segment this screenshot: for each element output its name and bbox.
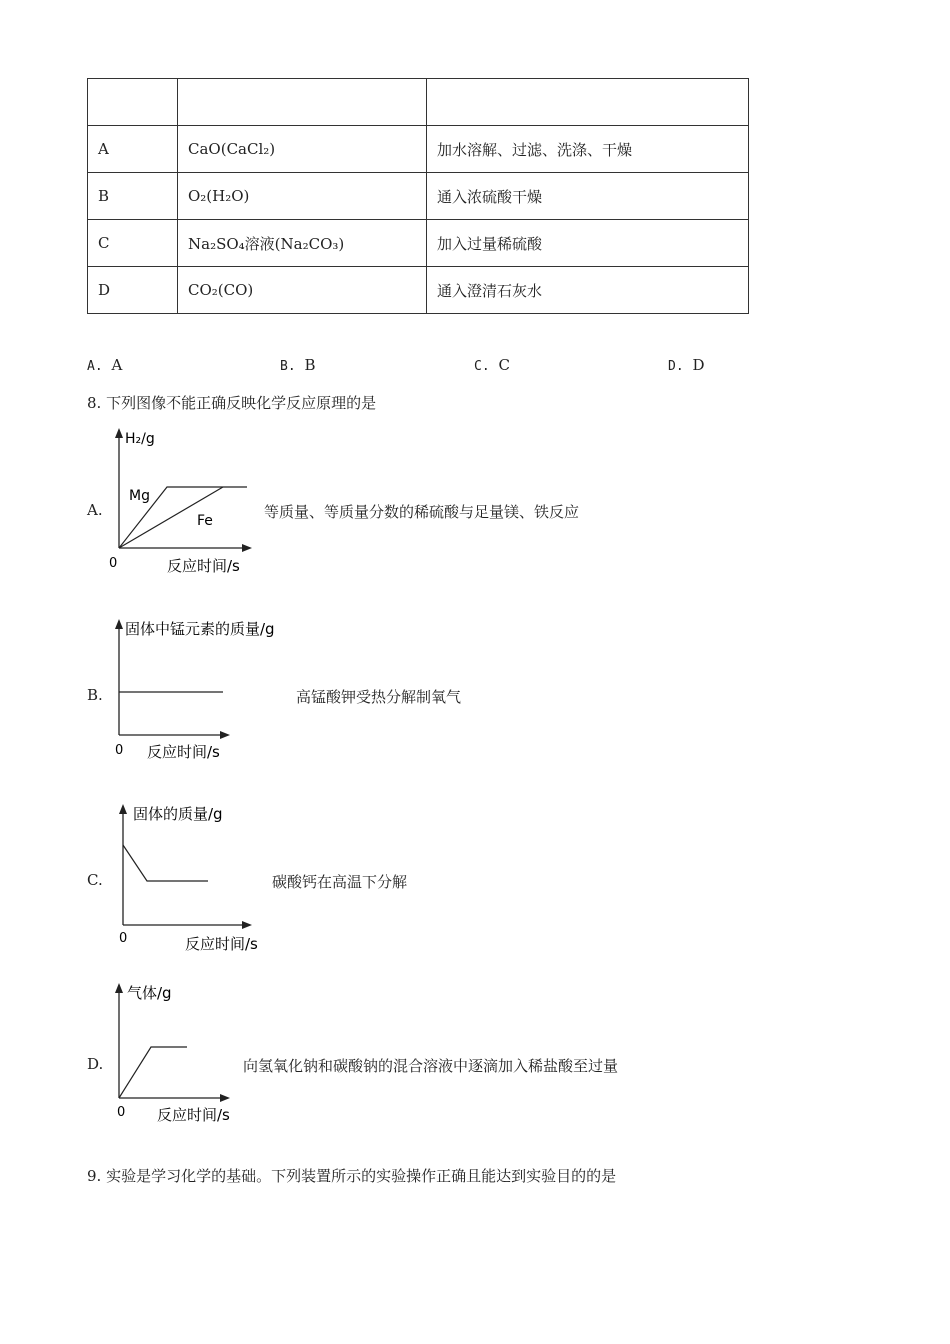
table-row xyxy=(88,126,749,173)
choice-b[interactable] xyxy=(280,356,315,374)
series-line xyxy=(123,845,208,881)
table-header-cell xyxy=(427,79,749,126)
y-axis-label: H₂/g xyxy=(125,431,155,447)
row-substance: Na₂SO₄溶液(Na₂CO₃) xyxy=(178,220,427,267)
row-method: 加入过量稀硫酸 xyxy=(427,220,749,267)
choice-letter: D. xyxy=(668,359,684,374)
x-axis-label: 反应时间/s xyxy=(147,743,220,761)
y-axis-arrow-icon xyxy=(115,619,123,629)
row-method: 通入澄清石灰水 xyxy=(427,267,749,314)
x-axis-arrow-icon xyxy=(242,544,252,552)
series-label-mg: Mg xyxy=(129,488,150,504)
series-label-fe: Fe xyxy=(197,513,213,529)
row-substance: CO₂(CO) xyxy=(178,267,427,314)
option-d-label[interactable]: D. xyxy=(87,1055,104,1073)
row-label: D xyxy=(88,267,178,314)
table-header-cell xyxy=(88,79,178,126)
y-axis-label: 固体中锰元素的质量/g xyxy=(125,620,275,638)
x-axis-label: 反应时间/s xyxy=(167,557,240,575)
row-label: C xyxy=(88,220,178,267)
x-axis-arrow-icon xyxy=(242,921,252,929)
y-axis-arrow-icon xyxy=(119,804,127,814)
choice-text: B xyxy=(304,356,316,374)
graph-a xyxy=(105,425,265,580)
row-method: 加水溶解、过滤、洗涤、干燥 xyxy=(427,126,749,173)
choice-text: A xyxy=(111,356,123,374)
origin-label: 0 xyxy=(109,556,118,571)
choice-a[interactable] xyxy=(87,356,122,374)
x-axis-label: 反应时间/s xyxy=(185,935,258,953)
question-8-stem: 8. 下列图像不能正确反映化学反应原理的是 xyxy=(87,394,377,412)
choice-text: C xyxy=(498,356,510,374)
option-d-description: 向氢氧化钠和碳酸钠的混合溶液中逐滴加入稀盐酸至过量 xyxy=(243,1057,619,1075)
origin-label: 0 xyxy=(117,1105,126,1120)
origin-label: 0 xyxy=(119,931,128,946)
option-a-label[interactable]: A. xyxy=(87,501,103,519)
graph-d xyxy=(105,978,255,1128)
option-c-description: 碳酸钙在高温下分解 xyxy=(272,873,408,891)
graph-b xyxy=(105,612,300,767)
table-header-row xyxy=(88,79,749,126)
y-axis-label: 气体/g xyxy=(127,984,172,1002)
choice-text: D xyxy=(692,356,705,374)
choice-c[interactable] xyxy=(474,356,510,374)
row-substance: O₂(H₂O) xyxy=(178,173,427,220)
choice-letter: B. xyxy=(280,359,296,374)
options-table xyxy=(87,78,749,314)
table-header-cell xyxy=(178,79,427,126)
choice-letter: C. xyxy=(474,359,490,374)
row-method: 通入浓硫酸干燥 xyxy=(427,173,749,220)
x-axis-arrow-icon xyxy=(220,1094,230,1102)
table-row xyxy=(88,220,749,267)
row-label: A xyxy=(88,126,178,173)
table-row xyxy=(88,173,749,220)
y-axis-label: 固体的质量/g xyxy=(133,805,223,823)
choice-letter: A. xyxy=(87,359,103,374)
origin-label: 0 xyxy=(115,743,124,758)
series-line xyxy=(119,1047,187,1098)
option-b-description: 高锰酸钾受热分解制氧气 xyxy=(296,688,462,706)
choice-d[interactable] xyxy=(668,356,704,374)
option-c-label[interactable]: C. xyxy=(87,871,103,889)
x-axis-label: 反应时间/s xyxy=(157,1106,230,1124)
option-a-description: 等质量、等质量分数的稀硫酸与足量镁、铁反应 xyxy=(264,503,580,521)
table-row xyxy=(88,267,749,314)
row-substance: CaO(CaCl₂) xyxy=(178,126,427,173)
y-axis-arrow-icon xyxy=(115,428,123,438)
x-axis-arrow-icon xyxy=(220,731,230,739)
y-axis-arrow-icon xyxy=(115,983,123,993)
graph-c xyxy=(105,797,280,957)
option-b-label[interactable]: B. xyxy=(87,686,103,704)
question-9-stem: 9. 实验是学习化学的基础。下列装置所示的实验操作正确且能达到实验目的的是 xyxy=(87,1167,617,1185)
row-label: B xyxy=(88,173,178,220)
